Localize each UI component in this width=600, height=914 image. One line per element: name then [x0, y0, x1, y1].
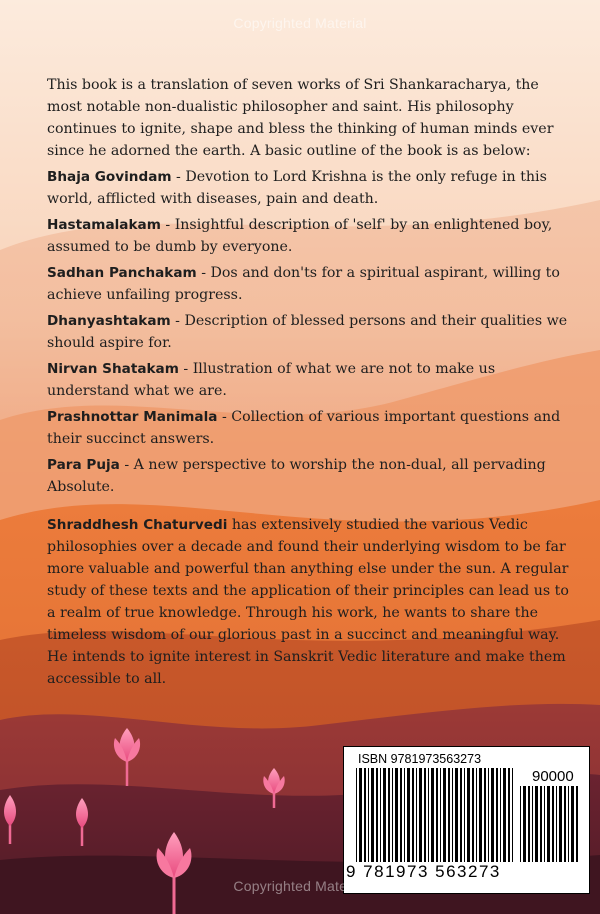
barcode-bar — [368, 768, 369, 862]
work-title: Para Puja — [47, 457, 120, 473]
barcode-bar — [491, 768, 494, 862]
work-title: Prashnottar Manimala — [47, 409, 218, 425]
work-title: Sadhan Panchakam — [47, 265, 197, 281]
works-list — [47, 166, 569, 502]
barcode-addon — [520, 786, 582, 866]
barcode-bar — [552, 786, 554, 862]
barcode-bar — [388, 768, 390, 862]
barcode-bar — [500, 768, 501, 862]
barcode-bar — [467, 768, 470, 862]
barcode-bar — [356, 768, 357, 862]
barcode-bar — [528, 786, 530, 862]
barcode-bar — [392, 768, 393, 862]
intro-text: This book is a translation of seven works of Sri Shankaracharya, the most notable non-dualistic philosopher and saint. His philosophy continues to ignite, shape and bless the thinking of human minds ever since he adorned the earth. A basic outline of the book is as below: — [47, 77, 554, 159]
work-description: - Description of blessed persons and their qualities we should aspire for. — [47, 313, 568, 351]
barcode-bar — [419, 768, 422, 862]
author-paragraph — [47, 514, 569, 690]
author-name: Shraddhesh Chaturvedi — [47, 517, 228, 533]
work-description: - Collection of various important questions and their succinct answers. — [47, 409, 561, 447]
barcode-bar — [440, 768, 441, 862]
barcode-bar — [472, 768, 474, 862]
barcode-main — [356, 768, 516, 866]
work-title: Hastamalakam — [47, 217, 161, 233]
work-title: Dhanyashtakam — [47, 313, 171, 329]
watermark-top: Copyrighted Material — [233, 15, 367, 31]
barcode-bar — [479, 768, 482, 862]
barcode-bar — [371, 768, 374, 862]
barcode-bar — [443, 768, 446, 862]
barcode-bar — [484, 768, 486, 862]
barcode-bar — [508, 768, 510, 862]
work-item — [47, 406, 569, 450]
work-item — [47, 214, 569, 258]
barcode-bar — [568, 786, 569, 862]
watermark-bottom: Copyrighted Material — [233, 878, 367, 894]
barcode-bar — [520, 786, 521, 862]
isbn-label: ISBN 9781973563273 — [358, 752, 482, 766]
barcode-bar — [547, 786, 550, 862]
barcode-bar — [359, 768, 362, 862]
barcode-bar — [407, 768, 410, 862]
work-item — [47, 262, 569, 306]
barcode-bar — [448, 768, 450, 862]
work-item — [47, 166, 569, 210]
barcode-bar — [428, 768, 429, 862]
barcode-bar — [564, 786, 566, 862]
barcode-bar — [376, 768, 378, 862]
barcode-bar — [452, 768, 453, 862]
work-description: - A new perspective to worship the non-dual, all pervading Absolute. — [47, 457, 546, 495]
work-title: Bhaja Govindam — [47, 169, 172, 185]
work-title: Nirvan Shatakam — [47, 361, 179, 377]
barcode-bar — [540, 786, 542, 862]
price-code: 90000 — [532, 768, 574, 785]
work-description: - Devotion to Lord Krishna is the only refuge in this world, afflicted with diseases, pain and death. — [47, 169, 547, 207]
barcode-bar — [464, 768, 465, 862]
barcode-bar — [476, 768, 477, 862]
barcode-bar — [576, 786, 578, 862]
barcode-bar — [395, 768, 398, 862]
barcode-bar — [436, 768, 438, 862]
work-item — [47, 358, 569, 402]
barcode-bar — [544, 786, 545, 862]
barcode-bar — [512, 768, 513, 862]
barcode-bar — [400, 768, 402, 862]
barcode-bar — [523, 786, 526, 862]
work-item — [47, 310, 569, 354]
barcode-bar — [380, 768, 381, 862]
barcode-digits: 9 781973 563273 — [346, 862, 501, 881]
intro-paragraph — [47, 74, 569, 162]
barcode-bar — [424, 768, 426, 862]
barcode-bar — [383, 768, 386, 862]
barcode-bar — [559, 786, 562, 862]
author-bio-text: has extensively studied the various Vedic philosophies over a decade and found their underlying wisdom to be far more valuable and powerful than anything else under the sun. A regular study of these texts and the application of their principles can lead us to a realm of true knowledge. Through his work, he wants to share the timeless wisdom of our glorious past in a succinct and meaningful way. He intends to ignite interest in Sanskrit Vedic literature and make them accessible to all. — [47, 517, 569, 687]
barcode-bar — [488, 768, 489, 862]
barcode-bar — [571, 786, 574, 862]
barcode-bar — [556, 786, 557, 862]
barcode-bar — [460, 768, 462, 862]
barcode-bar — [455, 768, 458, 862]
work-description: - Illustration of what we are not to make us understand what we are. — [47, 361, 496, 399]
barcode-bar — [535, 786, 538, 862]
barcode-bar — [404, 768, 405, 862]
work-item — [47, 454, 569, 498]
barcode-bar — [431, 768, 434, 862]
work-description: - Insightful description of 'self' by an enlightened boy, assumed to be dumb by everyone. — [47, 217, 553, 255]
work-description: - Dos and don'ts for a spiritual aspirant, willing to achieve unfailing progress. — [47, 265, 560, 303]
barcode-bar — [416, 768, 417, 862]
barcode-bar — [412, 768, 414, 862]
author-bio — [47, 514, 569, 690]
barcode-bar — [532, 786, 533, 862]
barcode-bar — [496, 768, 498, 862]
barcode-bar — [503, 768, 506, 862]
barcode-bar — [364, 768, 366, 862]
